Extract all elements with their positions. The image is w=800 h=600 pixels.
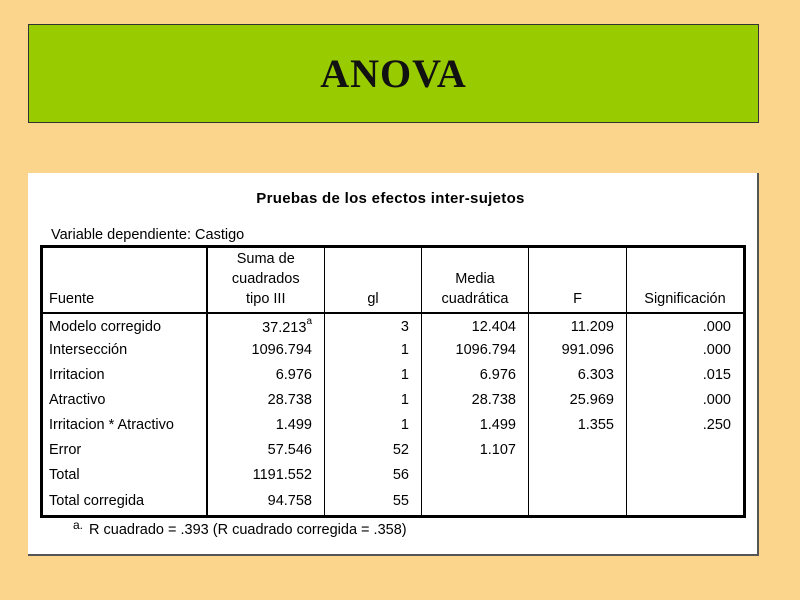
cell-media: 12.404 <box>422 313 529 338</box>
cell-sig: .015 <box>702 367 731 383</box>
header-media-line: cuadrática <box>441 290 509 307</box>
slide-title: ANOVA <box>320 51 467 96</box>
cell-suma-value: 37.213 <box>262 319 307 336</box>
cell-suma: 94.758 <box>207 488 325 517</box>
cell-suma: 57.546 <box>207 438 325 463</box>
footnote-ref: a <box>306 315 312 327</box>
anova-table <box>40 245 746 518</box>
header-suma-line: cuadrados <box>231 270 300 287</box>
table-row <box>42 413 745 438</box>
cell-fuente: Total corregida <box>42 488 207 517</box>
cell-fuente: Irritacion <box>42 363 207 388</box>
table-title: Pruebas de los efectos inter-sujetos <box>256 190 525 207</box>
table-row <box>42 313 745 338</box>
cell-sig <box>627 438 745 463</box>
cell-f <box>529 438 627 463</box>
cell-media: 1.107 <box>422 438 529 463</box>
cell-gl: 52 <box>325 438 422 463</box>
cell-gl: 1 <box>325 363 422 388</box>
footnote-text: R cuadrado = .393 (R cuadrado corregida = .358) <box>89 522 407 538</box>
cell-sig <box>627 463 745 488</box>
cell-f <box>529 488 627 517</box>
table-row <box>42 388 745 413</box>
dependent-variable-label: Variable dependiente: Castigo <box>51 227 245 243</box>
cell-suma: 1191.552 <box>207 463 325 488</box>
title-banner <box>28 24 759 123</box>
cell-suma: 1.499 <box>207 413 325 438</box>
cell-gl: 55 <box>325 488 422 517</box>
cell-sig: .000 <box>702 342 731 358</box>
header-suma-line: Suma de <box>236 250 295 267</box>
cell-media <box>422 463 529 488</box>
cell-fuente: Irritacion * Atractivo <box>42 413 207 438</box>
cell-gl: 56 <box>325 463 422 488</box>
header-media-line: Media <box>455 270 495 287</box>
cell-f: 11.209 <box>529 313 627 338</box>
cell-media <box>422 488 529 517</box>
table-row <box>42 438 745 463</box>
cell-suma: 1096.794 <box>207 338 325 363</box>
table-row <box>42 363 745 388</box>
cell-fuente: Error <box>42 438 207 463</box>
header-media <box>422 247 529 313</box>
cell-fuente: Modelo corregido <box>42 313 207 338</box>
footnote-mark: a. <box>73 518 84 532</box>
cell-gl: 1 <box>325 388 422 413</box>
cell-fuente: Atractivo <box>42 388 207 413</box>
cell-media: 28.738 <box>422 388 529 413</box>
cell-gl: 3 <box>325 313 422 338</box>
anova-output-panel <box>28 173 759 556</box>
cell-media: 6.976 <box>422 363 529 388</box>
table-row <box>42 463 745 488</box>
cell-f: 991.096 <box>529 338 627 363</box>
cell-media: 1.499 <box>422 413 529 438</box>
header-suma <box>207 247 325 313</box>
cell-fuente: Intersección <box>42 338 207 363</box>
table-row <box>42 338 745 363</box>
header-suma-line: tipo III <box>246 290 286 307</box>
header-f: F <box>529 247 627 313</box>
cell-sig: .250 <box>702 417 731 433</box>
cell-suma <box>207 313 325 338</box>
cell-media: 1096.794 <box>422 338 529 363</box>
cell-f: 25.969 <box>529 388 627 413</box>
header-fuente: Fuente <box>42 247 207 313</box>
header-gl: gl <box>325 247 422 313</box>
cell-suma: 6.976 <box>207 363 325 388</box>
table-row <box>42 488 745 517</box>
cell-sig: .000 <box>702 318 731 335</box>
cell-f <box>529 463 627 488</box>
cell-f: 6.303 <box>529 363 627 388</box>
cell-suma: 28.738 <box>207 388 325 413</box>
cell-f: 1.355 <box>529 413 627 438</box>
cell-gl: 1 <box>325 338 422 363</box>
cell-gl: 1 <box>325 413 422 438</box>
header-sig: Significación <box>627 247 745 313</box>
header-row <box>42 247 745 313</box>
cell-fuente: Total <box>42 463 207 488</box>
table-footnote <box>73 518 407 538</box>
cell-sig <box>627 488 745 517</box>
cell-sig: .000 <box>702 392 731 408</box>
